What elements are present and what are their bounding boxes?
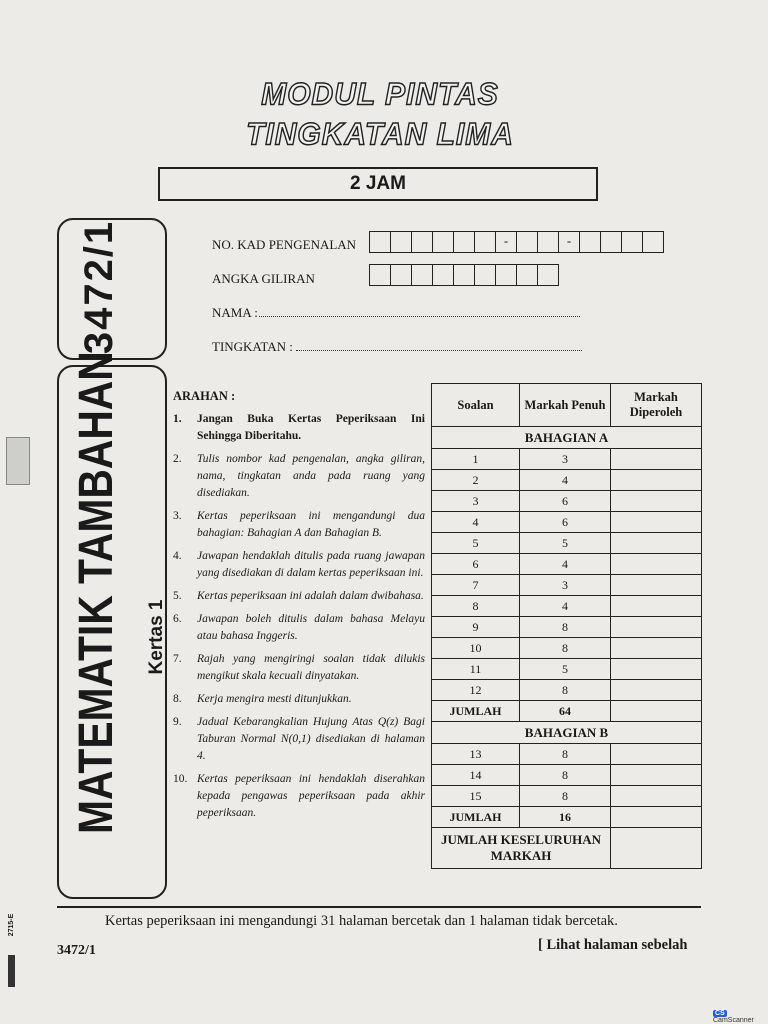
ic-digit-box[interactable] [579, 231, 601, 253]
duration-box: 2 JAM [158, 167, 598, 201]
table-row: 2 4 [432, 470, 702, 491]
instruction-item: 7. Rajah yang mengiringi soalan tidak dilukis mengikut skala kecuali dinyatakan. [173, 653, 425, 682]
grand-total-cell[interactable] [611, 828, 702, 869]
marks-obtained-cell[interactable] [611, 533, 702, 554]
marks-obtained-cell[interactable] [611, 491, 702, 512]
edge-mark [8, 955, 15, 987]
marks-obtained-cell[interactable] [611, 701, 702, 722]
marks-obtained-cell[interactable] [611, 575, 702, 596]
marks-obtained-cell[interactable] [611, 680, 702, 701]
table-row: 10 8 [432, 638, 702, 659]
paper-code-vertical: 3472/1 [77, 219, 121, 355]
turn-digit-box[interactable] [453, 264, 475, 286]
camscanner-logo: CS [715, 1010, 725, 1017]
title-line-1: MODUL PINTAS [261, 77, 499, 112]
header-marks-obtained: Markah Diperoleh [611, 384, 702, 427]
total-row-b: JUMLAH 16 [432, 807, 702, 828]
form-field[interactable] [296, 338, 582, 351]
ic-digit-box[interactable] [453, 231, 475, 253]
form-label: TINGKATAN : [212, 339, 293, 354]
marks-obtained-cell[interactable] [611, 807, 702, 828]
instruction-item: 5. Kertas peperiksaan ini adalah dalam dwibahasa. [173, 590, 424, 602]
ic-digit-box[interactable] [390, 231, 412, 253]
instructions [173, 388, 425, 822]
instruction-item: 10. Kertas peperiksaan ini hendaklah diserahkan kepada pengawas peperiksaan pada akhir peperiksaan. [173, 773, 425, 819]
instruction-item: 3. Kertas peperiksaan ini mengandungi dua bahagian: Bahagian A dan Bahagian B. [173, 510, 425, 539]
ic-label: NO. KAD PENGENALAN [212, 237, 357, 252]
table-header-row [432, 384, 702, 427]
instruction-item: 8. Kerja mengira mesti ditunjukkan. [173, 693, 352, 705]
turn-number-boxes[interactable] [370, 264, 559, 286]
total-row-a: JUMLAH 64 [432, 701, 702, 722]
marks-obtained-cell[interactable] [611, 638, 702, 659]
instruction-item: 4. Jawapan hendaklah ditulis pada ruang jawapan yang disediakan di dalam kertas peperiksaan ini. [173, 550, 425, 579]
marks-obtained-cell[interactable] [611, 449, 702, 470]
marks-obtained-cell[interactable] [611, 470, 702, 491]
turn-digit-box[interactable] [474, 264, 496, 286]
turn-digit-box[interactable] [495, 264, 517, 286]
table-row: 12 8 [432, 680, 702, 701]
footer-divider [57, 906, 701, 908]
ic-digit-box[interactable] [432, 231, 454, 253]
paper-number-vertical: Kertas 1 [146, 599, 167, 675]
ic-digit-box[interactable] [642, 231, 664, 253]
turn-number-label: ANGKA GILIRAN [212, 271, 315, 286]
binding-tag [6, 437, 30, 485]
ic-digit-box[interactable] [621, 231, 643, 253]
marks-obtained-cell[interactable] [611, 765, 702, 786]
title-line-2: TINGKATAN LIMA [246, 117, 514, 152]
instruction-item: 1. Jangan Buka Kertas Peperiksaan Ini Sehingga Diberitahu. [173, 413, 425, 442]
next-page-note: [ Lihat halaman sebelah [538, 937, 688, 953]
turn-digit-box[interactable] [390, 264, 412, 286]
ic-digit-box[interactable] [516, 231, 538, 253]
instructions-heading: ARAHAN : [173, 389, 236, 403]
table-row: 14 8 [432, 765, 702, 786]
table-row: 3 6 [432, 491, 702, 512]
header-full-marks: Markah Penuh [520, 384, 611, 427]
table-row: 11 5 [432, 659, 702, 680]
turn-digit-box[interactable] [369, 264, 391, 286]
ic-number-boxes[interactable] [370, 231, 664, 253]
section-b-heading: BAHAGIAN B [432, 722, 702, 744]
marks-obtained-cell[interactable] [611, 744, 702, 765]
name-label: NAMA : [212, 305, 258, 320]
table-row: 6 4 [432, 554, 702, 575]
marks-obtained-cell[interactable] [611, 512, 702, 533]
header-question: Soalan [432, 384, 520, 427]
turn-digit-box[interactable] [516, 264, 538, 286]
ic-digit-box[interactable] [537, 231, 559, 253]
edge-number: 2715-E [8, 913, 15, 937]
table-row: 4 6 [432, 512, 702, 533]
grand-total-label: JUMLAH KESELURUHAN MARKAH [432, 828, 611, 869]
page-count-note: Kertas peperiksaan ini mengandungi 31 halaman bercetak dan 1 halaman tidak bercetak. [105, 913, 618, 929]
table-row: 1 3 [432, 449, 702, 470]
ic-separator: - [558, 231, 580, 253]
ic-digit-box[interactable] [474, 231, 496, 253]
marks-table [431, 383, 702, 869]
ic-digit-box[interactable] [369, 231, 391, 253]
instruction-item: 9. Jadual Kebarangkalian Hujung Atas Q(z) Bagi Taburan Normal N(0,1) disediakan di halaman 4. [173, 716, 425, 762]
footer-paper-code: 3472/1 [57, 943, 96, 958]
table-row: 5 5 [432, 533, 702, 554]
name-field[interactable] [259, 304, 580, 317]
grand-total-row [432, 828, 702, 869]
table-row: 13 8 [432, 744, 702, 765]
table-row: 9 8 [432, 617, 702, 638]
marks-obtained-cell[interactable] [611, 786, 702, 807]
section-a-heading: BAHAGIAN A [432, 427, 702, 449]
table-row: 15 8 [432, 786, 702, 807]
turn-digit-box[interactable] [432, 264, 454, 286]
table-row: 8 4 [432, 596, 702, 617]
marks-obtained-cell[interactable] [611, 659, 702, 680]
ic-separator: - [495, 231, 517, 253]
marks-obtained-cell[interactable] [611, 554, 702, 575]
scanner-watermark: CS CamScanner [713, 1010, 754, 1024]
marks-obtained-cell[interactable] [611, 617, 702, 638]
turn-digit-box[interactable] [411, 264, 433, 286]
marks-obtained-cell[interactable] [611, 596, 702, 617]
ic-digit-box[interactable] [600, 231, 622, 253]
instruction-item: 6. Jawapan boleh ditulis dalam bahasa Melayu atau bahasa Inggeris. [173, 613, 425, 642]
subject-vertical: MATEMATIK TAMBAHAN [70, 351, 123, 834]
table-row: 7 3 [432, 575, 702, 596]
ic-digit-box[interactable] [411, 231, 433, 253]
instruction-item: 2. Tulis nombor kad pengenalan, angka giliran, nama, tingkatan anda pada ruang yang disediakan. [173, 453, 425, 499]
turn-digit-box[interactable] [537, 264, 559, 286]
